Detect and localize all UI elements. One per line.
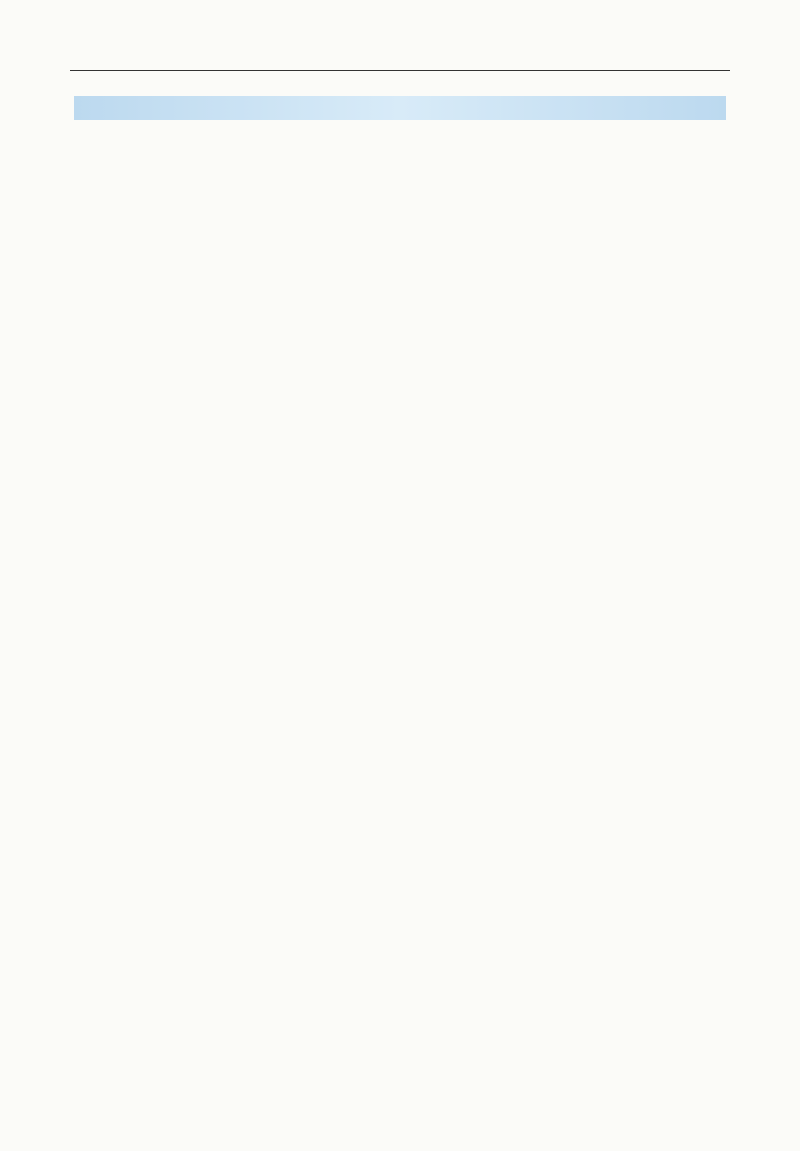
- header-rule: [70, 70, 730, 71]
- section-title: [74, 96, 726, 120]
- page-header: [0, 0, 800, 74]
- page-content: [0, 92, 800, 124]
